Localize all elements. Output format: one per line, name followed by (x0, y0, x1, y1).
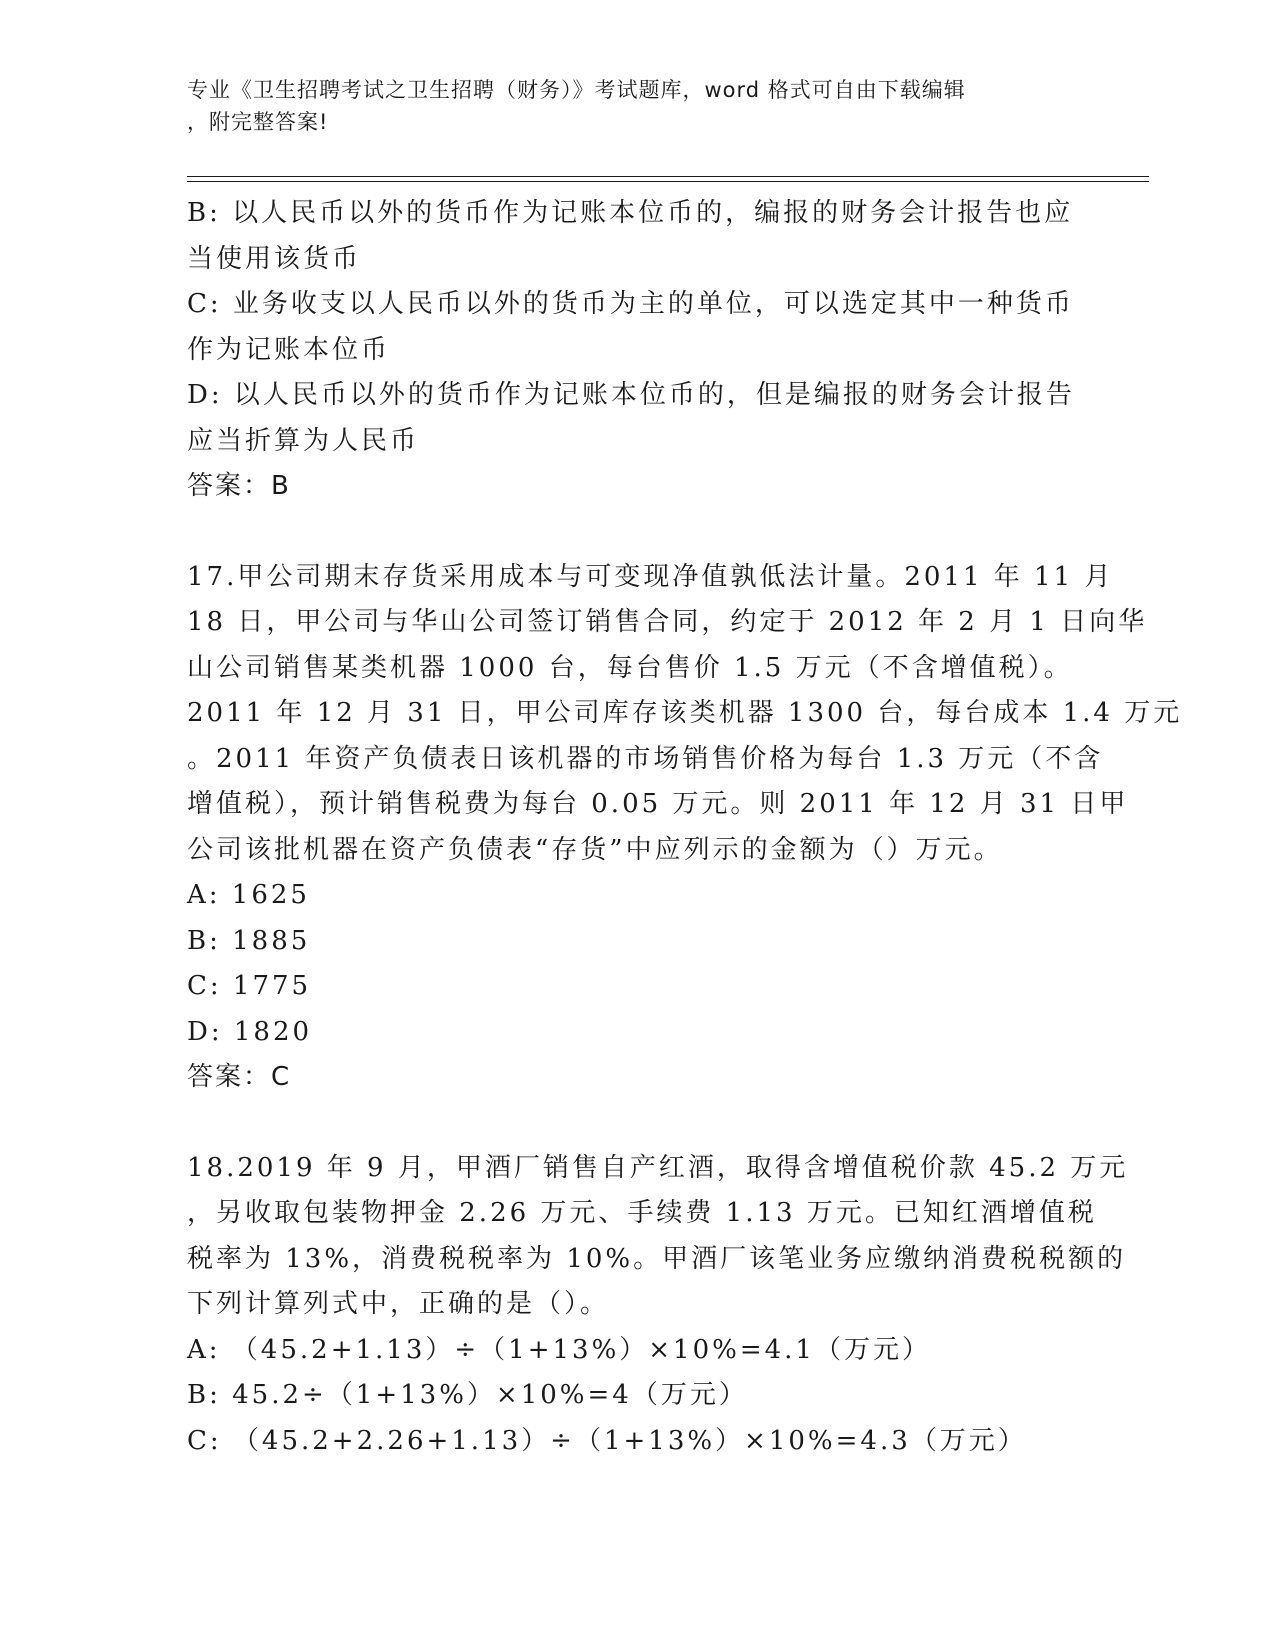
question-18 (187, 1146, 1129, 1465)
q18-stem-line: ，另收取包装物押金 2.26 万元、手续费 1.13 万元。已知红酒增值税 (187, 1198, 1097, 1228)
q17-stem-line: 增值税），预计销售税费为每台 0.05 万元。则 2011 年 12 月 31 日甲 (187, 789, 1129, 819)
header-rule-top (187, 176, 1149, 177)
q17-stem-line: 公司该批机器在资产负债表“存货”中应列示的金额为（）万元。 (187, 834, 1003, 865)
q17-option-b: B: 1885 (187, 925, 311, 956)
document-body (187, 191, 1183, 1464)
q18-stem-line: 税率为 13%，消费税税率为 10%。甲酒厂该笔业务应缴纳消费税税额的 (187, 1243, 1127, 1274)
q16-option-b-line-1: B: 以人民币以外的货币作为记账本位币的，编报的财务会计报告也应 (187, 198, 1074, 228)
header-rule-bottom (187, 181, 1149, 182)
q16-option-b-line-2: 当使用该货币 (187, 243, 362, 274)
q18-option-b: B: 45.2÷（1+13%）×10%=4（万元） (187, 1380, 748, 1410)
q18-option-a: A: （45.2+1.13）÷（1+13%）×10%=4.1（万元） (187, 1334, 931, 1365)
q16-option-c-line-1: C: 业务收支以人民币以外的货币为主的单位，可以选定其中一种货币 (187, 289, 1074, 319)
q17-answer: 答案：C (187, 1062, 292, 1092)
document-header (187, 74, 1087, 138)
q17-stem-line: 18 日，甲公司与华山公司签订销售合同，约定于 2012 年 2 月 1 日向华 (187, 607, 1148, 637)
q17-option-c: C: 1775 (187, 971, 312, 1001)
spacer (187, 1101, 1087, 1146)
q17-option-a: A: 1625 (187, 880, 310, 910)
q16-option-d-line-1: D: 以人民币以外的货币作为记账本位币的，但是编报的财务会计报告 (187, 380, 1075, 410)
q17-option-d: D: 1820 (187, 1016, 313, 1047)
q18-stem-line: 18.2019 年 9 月，甲酒厂销售自产红酒，取得含增值税价款 45.2 万元 (187, 1152, 1129, 1183)
header-line-1: 专业《卫生招聘考试之卫生招聘（财务）》考试题库，word 格式可自由下载编辑 (187, 78, 966, 102)
q18-option-c: C: （45.2+2.26+1.13）÷（1+13%）×10%=4.3（万元） (187, 1425, 1027, 1456)
header-line-2: ，附完整答案! (187, 110, 329, 134)
spacer (187, 510, 1087, 555)
q17-stem-line: 。2011 年资产负债表日该机器的市场销售价格为每台 1.3 万元（不含 (187, 743, 1104, 774)
question-16-options (187, 191, 1087, 510)
q16-answer: 答案：B (187, 471, 291, 501)
q18-stem-line: 下列计算列式中，正确的是（）。 (187, 1289, 610, 1319)
q17-stem-line: 山公司销售某类机器 1000 台，每台售价 1.5 万元（不含增值税）。 (187, 652, 1073, 683)
q16-option-c-line-2: 作为记账本位币 (187, 334, 391, 365)
question-17 (187, 555, 1183, 1101)
q17-stem-line: 17.甲公司期末存货采用成本与可变现净值孰低法计量。2011 年 11 月 (187, 561, 1114, 592)
q17-stem-line: 2011 年 12 月 31 日，甲公司库存该类机器 1300 台，每台成本 1.4 万元 (187, 698, 1183, 728)
q16-option-d-line-2: 应当折算为人民币 (187, 425, 420, 456)
